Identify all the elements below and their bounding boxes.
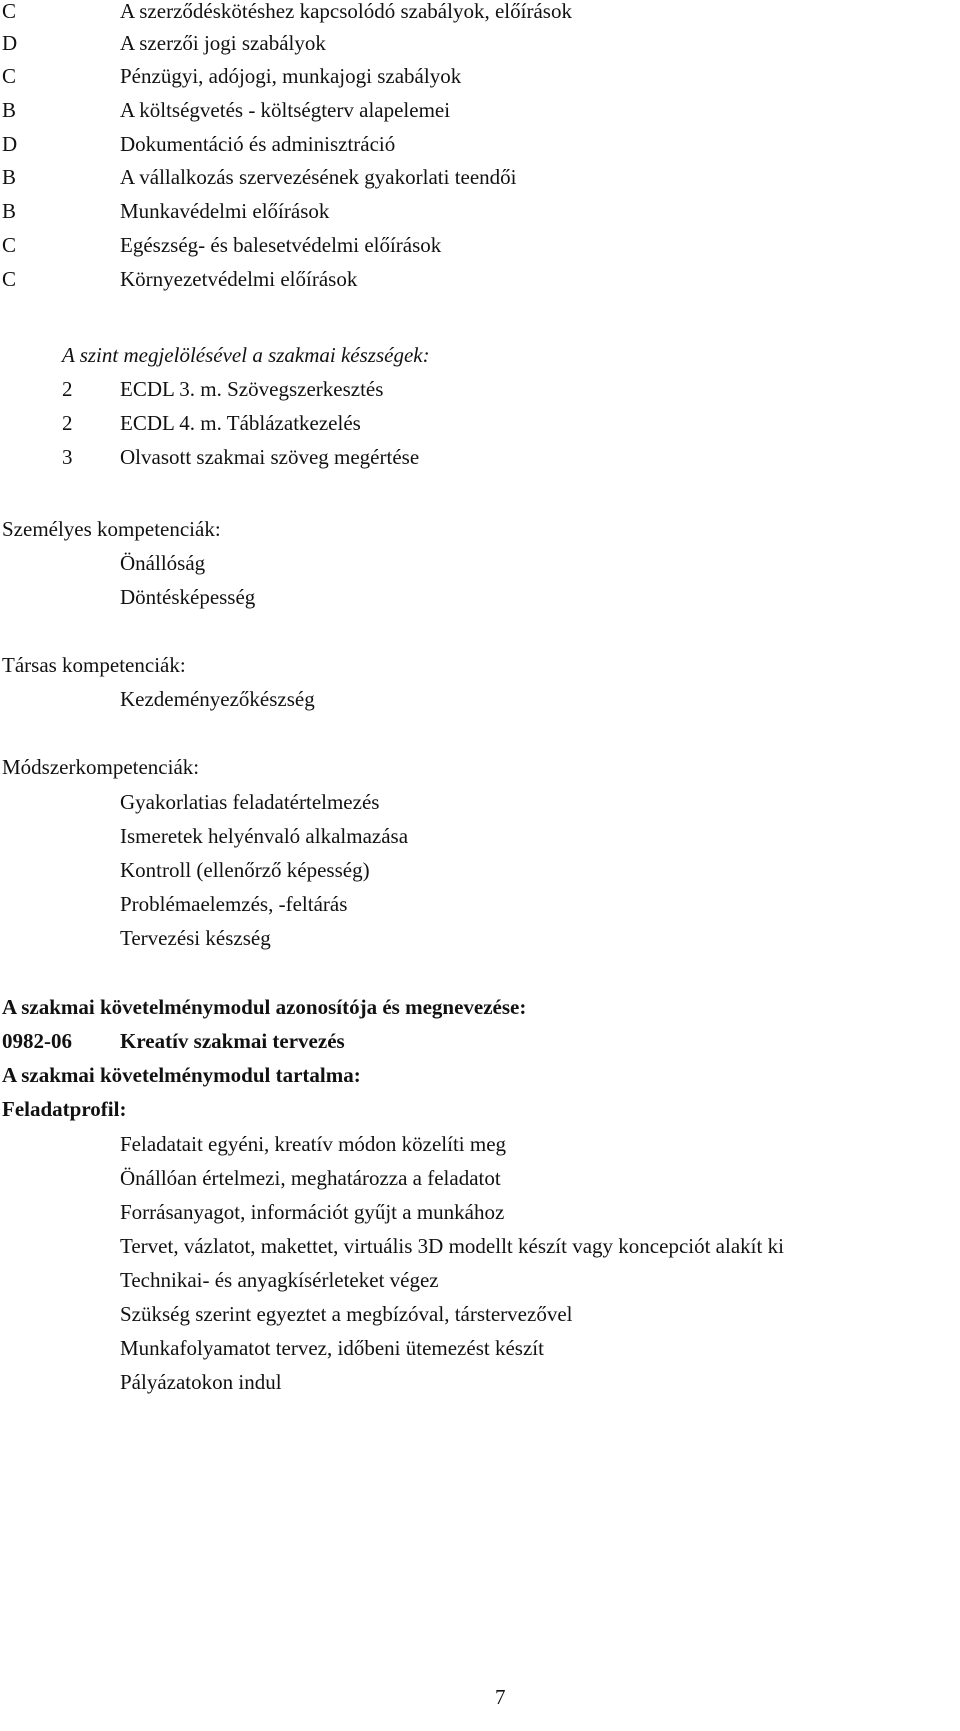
item-text: Környezetvédelmi előírások: [120, 267, 358, 291]
task-item: Feladatait egyéni, kreatív módon közelíti meg: [120, 1132, 507, 1156]
skill-text: Olvasott szakmai szöveg megértése: [120, 445, 420, 469]
skills-heading: A szint megjelölésével a szakmai készségek:: [62, 343, 430, 367]
grade-letter: D: [2, 132, 18, 156]
task-item: Munkafolyamatot tervez, időbeni ütemezést készít: [120, 1336, 544, 1360]
grade-letter: C: [2, 233, 17, 257]
module-content-heading: A szakmai követelménymodul tartalma:: [2, 1063, 361, 1087]
item-text: Egészség- és balesetvédelmi előírások: [120, 233, 442, 257]
task-item: Önállóan értelmezi, meghatározza a feladatot: [120, 1166, 501, 1190]
task-item: Szükség szerint egyeztet a megbízóval, társtervezővel: [120, 1302, 573, 1326]
personal-competencies-heading: Személyes kompetenciák:: [2, 517, 221, 541]
competency-item: Kezdeményezőkészség: [120, 687, 315, 711]
item-text: Munkavédelmi előírások: [120, 199, 330, 223]
task-item: Technikai- és anyagkísérleteket végez: [120, 1268, 439, 1292]
skill-text: ECDL 4. m. Táblázatkezelés: [120, 411, 361, 435]
method-competencies-heading: Módszerkompetenciák:: [2, 755, 200, 779]
competency-item: Kontroll (ellenőrző képesség): [120, 858, 370, 882]
task-item: Tervet, vázlatot, makettet, virtuális 3D modellt készít vagy koncepciót alakít ki: [120, 1234, 784, 1258]
competency-item: Önállóság: [120, 551, 206, 575]
social-competencies-heading: Társas kompetenciák:: [2, 653, 186, 677]
competency-item: Ismeretek helyénvaló alkalmazása: [120, 824, 409, 848]
competency-item: Tervezési készség: [120, 926, 271, 950]
skill-level: 2: [62, 411, 73, 435]
skill-text: ECDL 3. m. Szövegszerkesztés: [120, 377, 384, 401]
grade-letter: D: [2, 31, 18, 55]
grade-letter: B: [2, 165, 17, 189]
grade-letter: C: [2, 0, 17, 23]
skill-level: 2: [62, 377, 73, 401]
competency-item: Gyakorlatias feladatértelmezés: [120, 790, 380, 814]
item-text: A szerződéskötéshez kapcsolódó szabályok, előírások: [120, 0, 572, 23]
page-number: 7: [495, 1685, 506, 1709]
item-text: Dokumentáció és adminisztráció: [120, 132, 396, 156]
module-id-heading: A szakmai követelménymodul azonosítója és megnevezése:: [2, 995, 527, 1019]
task-item: Forrásanyagot, információt gyűjt a munkához: [120, 1200, 505, 1224]
module-name: Kreatív szakmai tervezés: [120, 1029, 345, 1053]
grade-letter: B: [2, 199, 17, 223]
skill-level: 3: [62, 445, 73, 469]
competency-item: Döntésképesség: [120, 585, 256, 609]
item-text: A vállalkozás szervezésének gyakorlati teendői: [120, 165, 517, 189]
grade-letter: C: [2, 267, 17, 291]
task-profile-heading: Feladatprofil:: [2, 1097, 127, 1121]
task-item: Pályázatokon indul: [120, 1370, 282, 1394]
module-code: 0982-06: [2, 1029, 72, 1053]
grade-letter: C: [2, 64, 17, 88]
item-text: A költségvetés - költségterv alapelemei: [120, 98, 451, 122]
item-text: Pénzügyi, adójogi, munkajogi szabályok: [120, 64, 462, 88]
item-text: A szerzői jogi szabályok: [120, 31, 326, 55]
competency-item: Problémaelemzés, -feltárás: [120, 892, 348, 916]
grade-letter: B: [2, 98, 17, 122]
